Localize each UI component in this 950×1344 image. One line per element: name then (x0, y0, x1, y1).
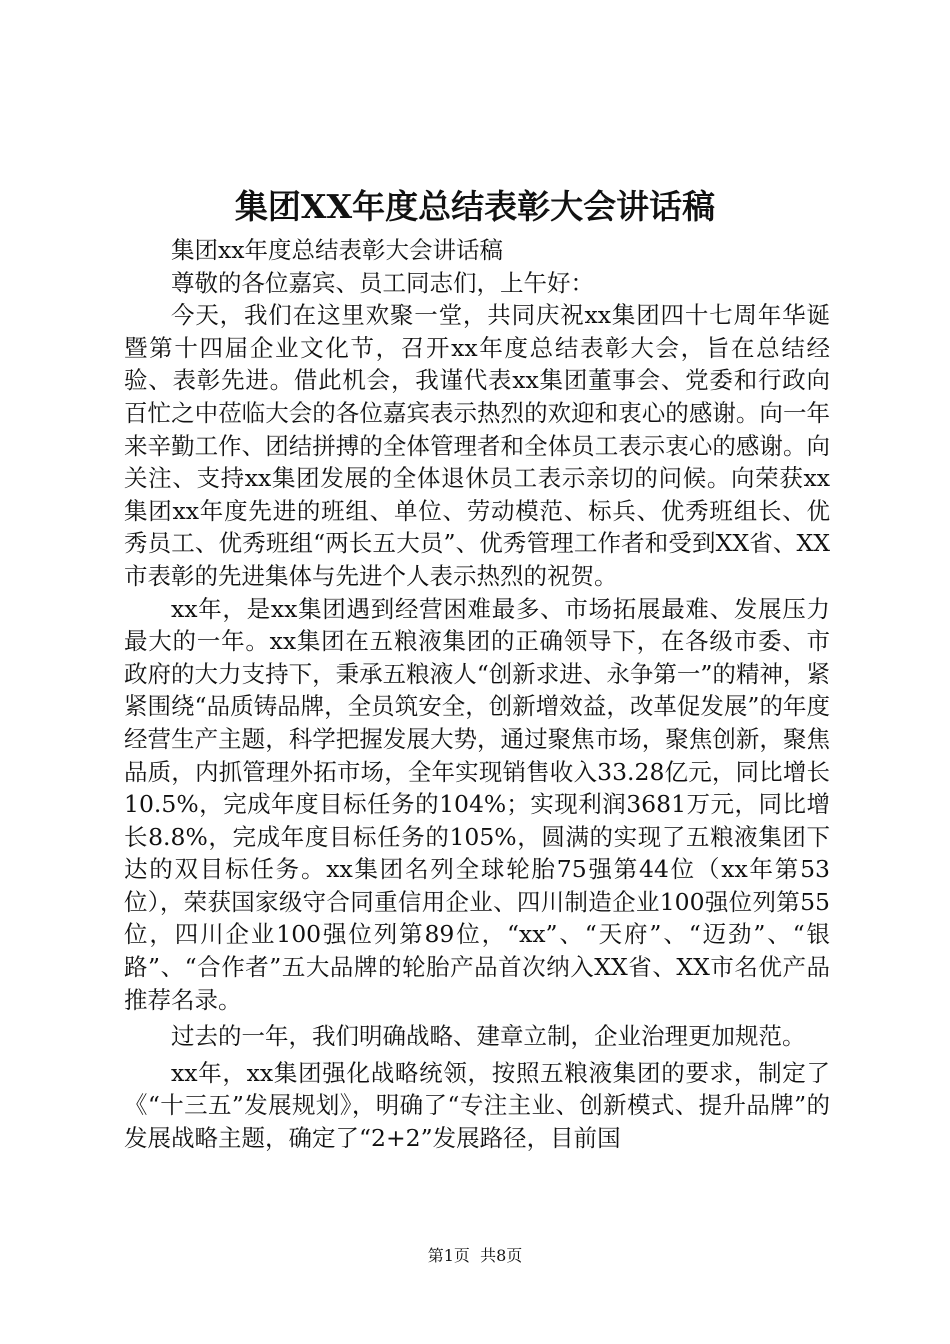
document-title: 集团XX年度总结表彰大会讲话稿 (234, 187, 716, 226)
paragraph-governance: 过去的一年，我们明确战略、建章立制，企业治理更加规范。 (171, 1022, 806, 1051)
paragraph-subtitle: 集团xx年度总结表彰大会讲话稿 (171, 236, 504, 264)
paragraph-greeting: 尊敬的各位嘉宾、员工同志们，上午好： (171, 268, 594, 297)
paragraph-annual-review: xx年，是xx集团遇到经营困难最多、市场拓展最难、发展压力最大的一年。xx集团在五粮液集团的正确领导下，在各级市委、市政府的大力支持下，秉承五粮液人“创新求进、永争第一”的精神，紧紧围绕“品质铸品牌，全员筑安全，创新增效益，改革促发展”的年度经营生产主题，科学把握发展大势，通过聚焦市场，聚焦创新，聚焦品质，内抓管理外拓市场，全年实现销售收入33.28亿元，同比增长10.5%，完成年度目标任务的104%；实现利润3681万元，同比增长8.8%，完成年度目标任务的105%，圆满的实现了五粮液集团下达的双目标任务。xx集团名列全球轮胎75强第44位（xx年第53位），荣获国家级守合同重信用企业、四川制造企业100强位列第55位，四川企业100强位列第89位，“xx”、“天府”、“迈劲”、“银路”、“合作者”五大品牌的轮胎产品首次纳入XX省、XX市名优产品推荐名录。 (124, 594, 830, 1014)
paragraph-strategy: xx年，xx集团强化战略统领，按照五粮液集团的要求，制定了《“十三五”发展规划》，明确了“专注主业、创新模式、提升品牌”的发展战略主题，确定了“2+2”发展路径，目前国 (124, 1058, 830, 1153)
page-number-footer: 第1页 共8页 (427, 1246, 523, 1265)
paragraph-opening: 今天，我们在这里欢聚一堂，共同庆祝xx集团四十七周年华诞暨第十四届企业文化节，召开xx年度总结表彰大会，旨在总结经验、表彰先进。借此机会，我谨代表xx集团董事会、党委和行政向百忙之中莅临大会的各位嘉宾表示热烈的欢迎和衷心的感谢。向一年来辛勤工作、团结拼搏的全体管理者和全体员工表示衷心的感谢。向关注、支持xx集团发展的全体退休员工表示亲切的问候。向荣获xx集团xx年度先进的班组、单位、劳动模范、标兵、优秀班组长、优秀员工、优秀班组“两长五大员”、优秀管理工作者和受到XX省、XX市表彰的先进集体与先进个人表示热烈的祝贺。 (124, 301, 830, 590)
document-body (124, 234, 830, 1155)
